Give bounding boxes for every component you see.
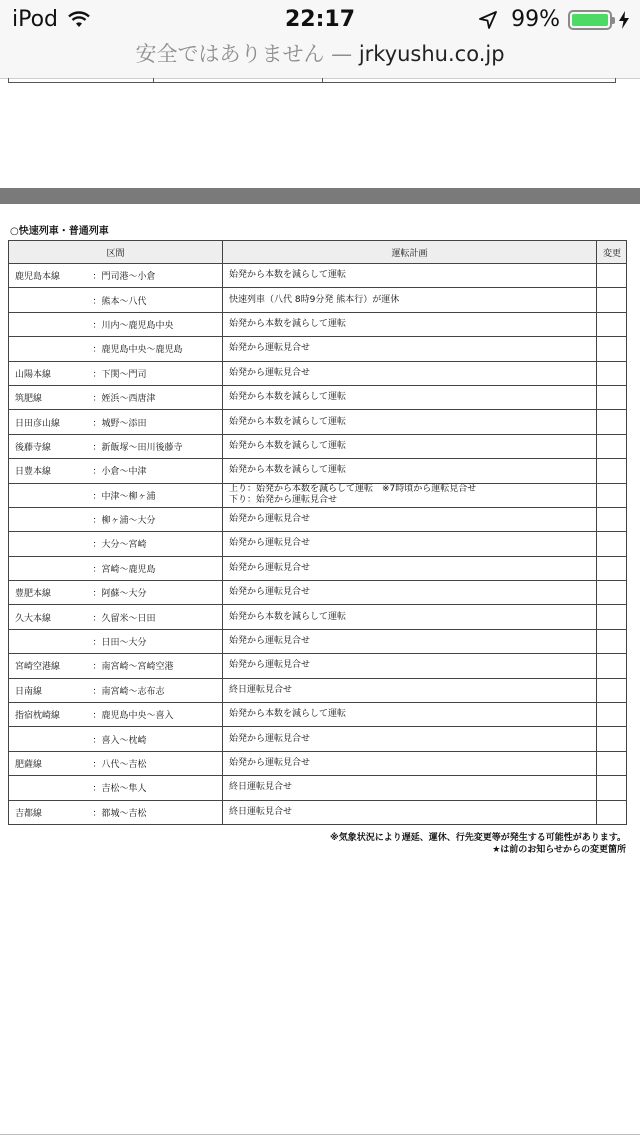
operation-table [8, 240, 627, 825]
plan-text: 上り：始発から本数を減らして運転 ※7時頃から運転見合せ [229, 484, 477, 495]
change-cell [597, 776, 627, 800]
line-name-cell [9, 337, 87, 361]
plan-cell [223, 459, 597, 483]
battery-icon [568, 10, 612, 30]
status-bar [0, 0, 640, 40]
table-row [9, 776, 627, 800]
section-cell: ：喜入～枕崎 [87, 727, 223, 751]
table-row [9, 264, 627, 288]
section-cell: ：吉松～隼人 [87, 776, 223, 800]
battery-percent: 99% [511, 7, 560, 32]
line-name-cell [9, 483, 87, 507]
change-cell [597, 629, 627, 653]
plan-text: 終日運転見合せ [229, 684, 293, 695]
table-row [9, 556, 627, 580]
plan-cell [223, 776, 597, 800]
section-cell: ：大分～宮崎 [87, 532, 223, 556]
section-cell: ：川内～鹿児島中央 [87, 312, 223, 336]
plan-cell [223, 434, 597, 458]
previous-table-bottom [8, 78, 616, 83]
change-cell [597, 410, 627, 434]
line-name-cell: 日豊本線 [9, 459, 87, 483]
table-row [9, 361, 627, 385]
table-row [9, 800, 627, 824]
change-cell [597, 800, 627, 824]
plan-text: 始発から運転見合せ [229, 758, 311, 768]
line-name-cell [9, 776, 87, 800]
plan-cell [223, 751, 597, 775]
previous-table-divider [153, 78, 154, 82]
plan-text: 始発から運転見合せ [229, 733, 311, 744]
plan-text: 終日運転見合せ [229, 806, 293, 817]
change-cell [597, 605, 627, 629]
change-cell [597, 532, 627, 556]
table-body [9, 264, 627, 825]
plan-cell [223, 800, 597, 824]
footnote-star: ★は前のお知らせからの変更箇所 [492, 845, 626, 855]
table-row [9, 605, 627, 629]
section-cell: ：姪浜～西唐津 [87, 385, 223, 409]
plan-cell [223, 507, 597, 531]
header-plan: 運転計画 [223, 241, 597, 264]
table-row [9, 434, 627, 458]
section-cell: ：柳ヶ浦～大分 [87, 507, 223, 531]
plan-cell [223, 483, 597, 507]
plan-text: 快速列車（八代 8時9分発 熊本行）が運休 [229, 294, 400, 305]
section-cell: ：中津～柳ヶ浦 [87, 483, 223, 507]
change-cell [597, 459, 627, 483]
line-name-cell: 鹿児島本線 [9, 264, 87, 288]
plan-cell [223, 605, 597, 629]
line-name-cell [9, 556, 87, 580]
change-cell [597, 361, 627, 385]
table-row [9, 654, 627, 678]
section-cell: ：阿蘇～大分 [87, 581, 223, 605]
plan-cell [223, 678, 597, 702]
change-cell [597, 581, 627, 605]
plan-cell [223, 312, 597, 336]
previous-table-divider [322, 78, 323, 82]
line-name-cell: 後藤寺線 [9, 434, 87, 458]
table-row [9, 459, 627, 483]
section-cell: ：鹿児島中央～喜入 [87, 703, 223, 727]
line-name-cell [9, 288, 87, 312]
change-cell [597, 288, 627, 312]
header-section: 区間 [9, 241, 223, 264]
change-cell [597, 556, 627, 580]
url-host: jrkyushu.co.jp [358, 42, 505, 66]
line-name-cell [9, 727, 87, 751]
footnotes [330, 832, 626, 856]
section-cell: ：日田～大分 [87, 629, 223, 653]
section-cell: ：南宮崎～志布志 [87, 678, 223, 702]
plan-text: 始発から運転見合せ [229, 514, 311, 525]
plan-text: 始発から運転見合せ [229, 587, 311, 598]
change-cell [597, 385, 627, 409]
table-row [9, 483, 627, 507]
section-cell: ：小倉～中津 [87, 459, 223, 483]
table-row [9, 385, 627, 409]
section-cell: ：都城～吉松 [87, 800, 223, 824]
section-cell: ：熊本～八代 [87, 288, 223, 312]
line-name-cell: 肥薩線 [9, 751, 87, 775]
line-name-cell: 日田彦山線 [9, 410, 87, 434]
plan-text: 始発から本数を減らして運転 [229, 440, 347, 451]
change-cell [597, 434, 627, 458]
table-row [9, 581, 627, 605]
plan-text: 始発から運転見合せ [229, 562, 311, 573]
header-change: 変更 [597, 241, 627, 264]
plan-text: 始発から本数を減らして運転 [229, 611, 347, 622]
plan-text: 始発から本数を減らして運転 [229, 392, 347, 403]
plan-text: 始発から運転見合せ [229, 367, 311, 378]
url-separator: — [324, 42, 359, 66]
plan-cell [223, 410, 597, 434]
plan-text: 始発から本数を減らして運転 [229, 416, 347, 427]
table-row [9, 337, 627, 361]
change-cell [597, 727, 627, 751]
footnote-delay: ※気象状況により遅延、運休、行先変更等が発生する可能性があります。 [329, 833, 626, 843]
line-name-cell [9, 312, 87, 336]
plan-text: 始発から本数を減らして運転 [229, 465, 347, 476]
pdf-page-separator [0, 188, 640, 204]
section-cell: ：門司港～小倉 [87, 264, 223, 288]
bottom-divider [0, 1134, 640, 1135]
table-row [9, 312, 627, 336]
line-name-cell [9, 629, 87, 653]
plan-text: 始発から本数を減らして運転 [229, 318, 347, 329]
change-cell [597, 703, 627, 727]
status-right [479, 7, 630, 32]
line-name-cell: 山陽本線 [9, 361, 87, 385]
plan-cell [223, 703, 597, 727]
plan-text: 終日運転見合せ [229, 782, 293, 793]
change-cell [597, 337, 627, 361]
plan-text: 始発から運転見合せ [229, 636, 311, 647]
change-cell [597, 312, 627, 336]
section-title: ○快速列車・普通列車 [10, 226, 109, 237]
table-row [9, 532, 627, 556]
plan-cell [223, 654, 597, 678]
line-name-cell: 豊肥本線 [9, 581, 87, 605]
section-cell: ：宮崎～鹿児島 [87, 556, 223, 580]
table-row [9, 410, 627, 434]
plan-cell [223, 581, 597, 605]
plan-cell [223, 629, 597, 653]
security-warning: 安全ではありません [135, 42, 325, 66]
change-cell [597, 654, 627, 678]
change-cell [597, 483, 627, 507]
section-cell: ：八代～吉松 [87, 751, 223, 775]
line-name-cell [9, 532, 87, 556]
section-cell: ：城野～添田 [87, 410, 223, 434]
device-name: iPod [12, 7, 59, 32]
battery-fill [572, 14, 608, 26]
plan-text: 始発から運転見合せ [229, 660, 311, 671]
section-cell: ：下関～門司 [87, 361, 223, 385]
section-cell: ：新飯塚～田川後藤寺 [87, 434, 223, 458]
plan-cell [223, 361, 597, 385]
table-header-row [9, 241, 627, 264]
table-row [9, 727, 627, 751]
change-cell [597, 264, 627, 288]
battery-nub [612, 17, 615, 24]
location-arrow-icon [479, 11, 497, 29]
change-cell [597, 507, 627, 531]
plan-cell [223, 264, 597, 288]
section-cell: ：南宮崎～宮崎空港 [87, 654, 223, 678]
change-cell [597, 751, 627, 775]
table-row [9, 507, 627, 531]
table-row [9, 629, 627, 653]
line-name-cell: 宮崎空港線 [9, 654, 87, 678]
clock: 22:17 [284, 7, 356, 32]
line-name-cell: 指宿枕崎線 [9, 703, 87, 727]
section-cell: ：鹿児島中央～鹿児島 [87, 337, 223, 361]
plan-text: 始発から本数を減らして運転 [229, 709, 347, 720]
line-name-cell: 日南線 [9, 678, 87, 702]
line-name-cell: 久大本線 [9, 605, 87, 629]
plan-cell [223, 337, 597, 361]
plan-text: 始発から運転見合せ [229, 538, 311, 549]
plan-cell [223, 727, 597, 751]
section-cell: ：久留米～日田 [87, 605, 223, 629]
plan-cell [223, 556, 597, 580]
line-name-cell [9, 507, 87, 531]
table-row [9, 751, 627, 775]
table-row [9, 678, 627, 702]
charging-bolt-icon [618, 11, 630, 29]
plan-cell [223, 288, 597, 312]
table-row [9, 288, 627, 312]
plan-text: 始発から運転見合せ [229, 343, 311, 354]
plan-text-secondary: 下り：始発から運転見合せ [229, 495, 338, 506]
line-name-cell: 吉都線 [9, 800, 87, 824]
address-bar[interactable] [0, 40, 640, 79]
plan-cell [223, 532, 597, 556]
plan-text: 始発から本数を減らして運転 [229, 270, 347, 281]
change-cell [597, 678, 627, 702]
plan-cell [223, 385, 597, 409]
line-name-cell: 筑肥線 [9, 385, 87, 409]
table-row [9, 703, 627, 727]
